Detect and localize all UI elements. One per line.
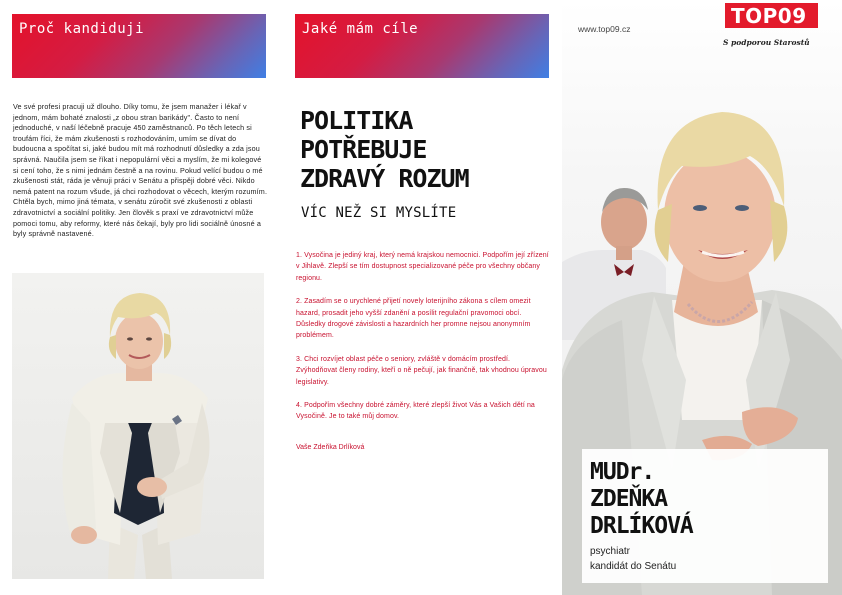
slogan-line: POTŘEBUJE [300, 135, 427, 164]
candidate-photo-standing [12, 273, 264, 579]
logo-tagline: S podporou Starostů [723, 38, 810, 47]
logo-text: TOP09 [731, 4, 807, 28]
panel-cover [562, 0, 842, 595]
signature: Vaše Zdeňka Drlíková [296, 444, 365, 451]
name-line: DRLÍKOVÁ [590, 513, 693, 539]
candidate-profession: psychiatr [590, 546, 631, 557]
intro-paragraph: Ve své profesi pracuji už dlouho. Díky tomu, že jsem manažer i lékař v jednom, mám bohaté znalosti „z obou stran barikády". Často to není jednoduché, v naší léčebně pracuje 450 zaměstnanců. Po těch letech si troufám říci, že mám zkušenosti s rozhodováním, umím se dívat do budoucna a spočítat si, jaké budou mít má rozhodnutí důsledky a zda jsou správná. Naučila jsem se říkat i nepopulární věci a myslím, že mi kolegové si cení toho, že s nimi jednám čestně a na rovinu. Pokud velící budou o mé zkušenosti stát, ráda je věnuji práci v Senátu a přispěji dobré věci. Nikdo nemá patent na rozum všude, já chci rozhodovat o věcech, kterým rozumím. Chtěla bych, mimo jiná témata, v senátu zúročit své zkušenosti z oblasti zdravotnictví a sociální politiky. Jen člověk s praxí ve zdravotnictví může pomoci tomu, aby reformy, které nás čekají, byly pro lidi sociálně únosné a byly správně nastavené. [13, 102, 268, 239]
candidate-photo-illustration [12, 273, 264, 579]
candidate-role: kandidát do Senátu [590, 561, 677, 572]
why-banner [12, 14, 266, 78]
name-line: MUDr. [590, 459, 655, 485]
subslogan: VÍC NEŽ SI MYSLÍTE [301, 205, 457, 221]
panel-why-candidate [0, 0, 281, 595]
website-url: www.top09.cz [578, 24, 631, 34]
candidate-name [590, 459, 693, 540]
goals-list [296, 250, 551, 435]
slogan-line: ZDRAVÝ ROZUM [300, 164, 469, 193]
slogan-line: POLITIKA [300, 106, 413, 135]
name-line: ZDEŇKA [590, 486, 668, 512]
goals-banner [295, 14, 549, 78]
panel-goals [281, 0, 562, 595]
goals-title: Jaké mám cíle [302, 21, 419, 37]
goal-item: 4. Podpořím všechny dobré záměry, které zlepší život Vás a Vašich dětí na Vysočině. Je to také můj domov. [296, 402, 535, 421]
top09-logo [725, 3, 818, 28]
goal-item: 1. Vysočina je jediný kraj, který nemá krajskou nemocnici. Podpořím její zřízení v Jihlavě. Zlepší se tím dostupnost specializované péče pro všechny občany regionu. [296, 252, 549, 282]
name-box [582, 449, 828, 583]
why-title: Proč kandiduji [19, 21, 145, 37]
slogan-heading [300, 106, 550, 193]
goal-item: 3. Chci rozvíjet oblast péče o seniory, zvláště v domácím prostředí. Zvýhodňovat členy rodiny, kteří o ně pečují, jak finančně, tak vhodnou úpravou legislativy. [296, 355, 547, 386]
goal-item: 2. Zasadím se o urychlené přijetí novely loterijního zákona s cílem omezit hazard, prosadit jeho vyšší zdanění a posílit regulační pravomoci obcí. Důsledky drogové závislosti a hazardních her promne nejsou anonymním problémem. [296, 298, 531, 340]
